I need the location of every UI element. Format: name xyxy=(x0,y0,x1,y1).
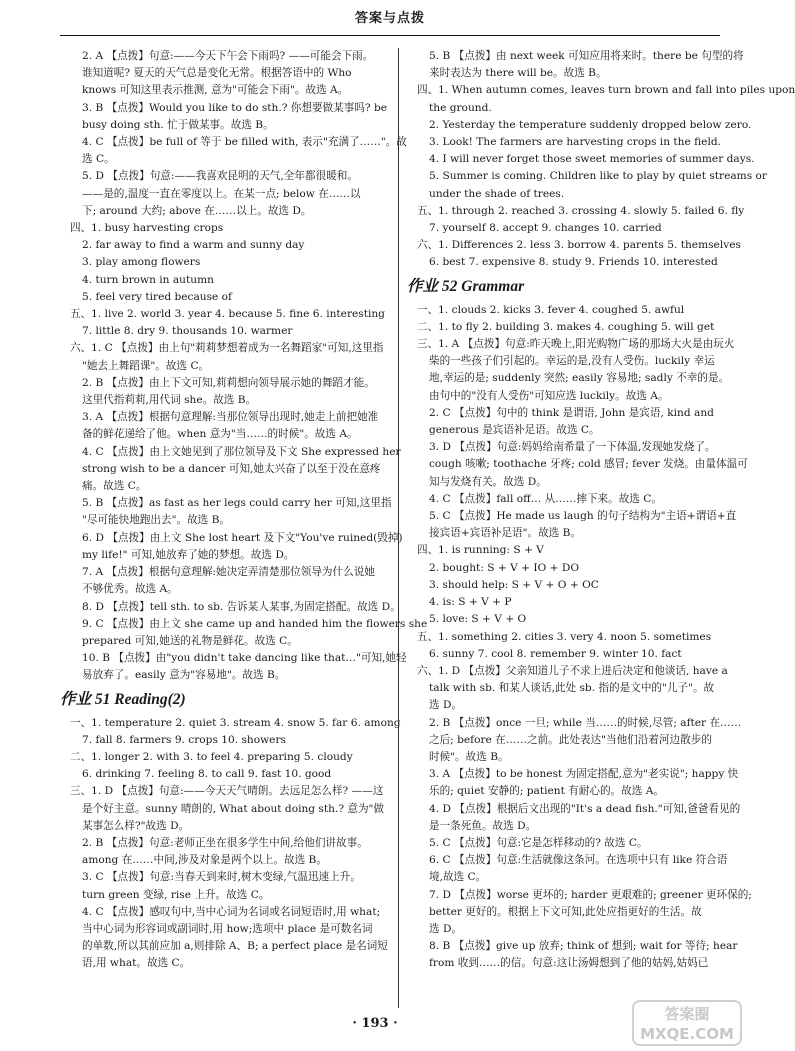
text-line: 五、1. something 2. cities 3. very 4. noon 5. sometimes xyxy=(417,630,712,643)
text-line: 7. A 【点拨】根据句意理解:她决定弄清楚那位领导为什么说她 xyxy=(82,566,375,579)
column-divider xyxy=(398,48,399,1008)
text-line: 2. B 【点拨】由上下文可知,莉莉想向领导展示她的舞蹈才能。 xyxy=(82,376,375,389)
text-line: strong wish to be a dancer 可知,她太兴奋了以至于没在意疼 xyxy=(82,462,381,475)
watermark-url: MXQE.COM xyxy=(640,1025,734,1043)
text-line: 痛。故选 C。 xyxy=(82,480,147,493)
text-line: 2. far away to find a warm and sunny day xyxy=(82,239,305,252)
text-line: 5. C 【点拨】He made us laugh 的句子结构为"主语+谓语+直 xyxy=(429,510,737,523)
text-line: better 更好的。根据上下文可知,此处应指更好的生活。故 xyxy=(429,905,702,918)
text-line: 4. is: S + V + P xyxy=(429,596,512,609)
text-line: 2. B 【点拨】句意:老师正坐在很多学生中间,给他们讲故事。 xyxy=(82,836,368,849)
text-line: 备的鲜花递给了他。when 意为"当……的时候"。故选 A。 xyxy=(82,428,358,441)
text-line: 三、1. D 【点拨】句意:——今天天气晴朗。去远足怎么样? ——这 xyxy=(70,785,384,798)
text-line: 柴的一些孩子们引起的。幸运的是,没有人受伤。luckily 幸运 xyxy=(429,355,715,368)
text-line: 来时表达为 there will be。故选 B。 xyxy=(429,67,607,80)
text-line: 由句中的"没有人受伤"可知应选 luckily。故选 A。 xyxy=(429,389,669,402)
text-line: "尽可能快地跑出去"。故选 B。 xyxy=(82,514,231,527)
text-line: 三、1. A 【点拨】句意:昨天晚上,阳光购物广场的那场大火是由玩火 xyxy=(417,338,735,351)
text-line: busy doing sth. 忙于做某事。故选 B。 xyxy=(82,118,274,131)
page-header xyxy=(60,4,720,36)
text-line: 3. D 【点拨】句意:妈妈给南希量了一下体温,发现她发烧了。 xyxy=(429,441,716,454)
text-line: 某事怎么样?"故选 D。 xyxy=(82,819,190,832)
text-line: 7. little 8. dry 9. thousands 10. warmer xyxy=(82,325,293,338)
text-line: 当中心词为形容词或副词时,用 how;选项中 place 是可数名词 xyxy=(82,922,373,935)
text-line: 语,用 what。故选 C。 xyxy=(82,957,191,970)
text-line: 四、1. is running: S + V xyxy=(417,544,544,557)
text-line: 8. B 【点拨】give up 放弃; think of 想到; wait for 等待; hear xyxy=(429,940,738,953)
text-line: 4. C 【点拨】感叹句中,当中心词为名词或名词短语时,用 what; xyxy=(82,905,381,918)
text-line: prepared 可知,她送的礼物是鲜花。故选 C。 xyxy=(82,634,298,647)
text-line: 时候"。故选 B。 xyxy=(429,750,509,763)
text-line: "她去上舞蹈课"。故选 C。 xyxy=(82,359,210,372)
text-line: 5. B 【点拨】由 next week 可知应用将来时。there be 句型的将 xyxy=(429,50,744,62)
text-line: 5. Summer is coming. Children like to play by quiet streams or xyxy=(429,170,767,183)
text-line: 4. turn brown in autumn xyxy=(82,273,214,286)
text-line: 五、1. live 2. world 3. year 4. because 5. fine 6. interesting xyxy=(70,308,385,321)
text-line: 选 C。 xyxy=(82,153,115,166)
text-line: 六、1. Differences 2. less 3. borrow 4. parents 5. themselves xyxy=(417,239,741,252)
text-line: 六、1. D 【点拨】父亲知道儿子不求上进后决定和他谈话, have a xyxy=(417,664,728,677)
text-line: 6. best 7. expensive 8. study 9. Friends 10. interested xyxy=(429,256,718,269)
text-line: 易放弃了。easily 意为"容易地"。故选 B。 xyxy=(82,669,286,682)
text-line: 3. A 【点拨】根据句意理解:当那位领导出现时,她走上前把她准 xyxy=(82,411,379,424)
text-line: 10. B 【点拨】由"you didn't take dancing like that…"可知,她轻 xyxy=(82,652,407,665)
text-line: 3. play among flowers xyxy=(82,256,201,269)
text-line: 五、1. through 2. reached 3. crossing 4. slowly 5. failed 6. fly xyxy=(417,204,745,217)
section-heading: 作业 51 Reading(2) xyxy=(60,690,186,708)
text-line: 四、1. When autumn comes, leaves turn brown and fall into piles upon xyxy=(417,84,795,97)
text-line: 2. Yesterday the temperature suddenly dropped below zero. xyxy=(429,118,752,131)
text-line: 6. C 【点拨】句意:生活就像这条河。在选项中只有 like 符合语 xyxy=(429,854,728,867)
text-line: from 收到……的信。句意:这让汤姆想到了他的姑妈,姑妈已 xyxy=(429,957,709,970)
text-line: 二、1. longer 2. with 3. to feel 4. preparing 5. cloudy xyxy=(70,750,353,763)
text-line: 6. drinking 7. feeling 8. to call 9. fast 10. good xyxy=(82,768,332,781)
text-line: 境,故选 C。 xyxy=(429,871,487,884)
left-column xyxy=(60,48,428,973)
text-line: 乐的; quiet 安静的; patient 有耐心的。故选 A。 xyxy=(429,785,664,798)
text-line: under the shade of trees. xyxy=(429,187,565,200)
watermark-text: 答案圈 xyxy=(664,1005,710,1023)
text-line: 4. I will never forget those sweet memories of summer days. xyxy=(429,153,755,166)
text-line: 9. C 【点拨】由上文 she came up and handed him the flowers she xyxy=(82,617,428,630)
text-line: 下; around 大约; above 在……以上。故选 D。 xyxy=(82,204,312,217)
text-line: 知与发烧有关。故选 D。 xyxy=(429,475,547,488)
text-line: 4. C 【点拨】fall off… 从……摔下来。故选 C。 xyxy=(429,492,662,505)
text-line: 一、1. clouds 2. kicks 3. fever 4. coughed 5. awful xyxy=(417,303,685,316)
text-line: 这里代指莉莉,用代词 she。故选 B。 xyxy=(82,394,257,407)
text-line: cough 咳嗽; toothache 牙疼; cold 感冒; fever 发烧。由量体温可 xyxy=(429,458,748,471)
text-line: 之后; before 在……之前。此处表达"当他们沿着河边散步的 xyxy=(429,733,712,746)
watermark-logo xyxy=(632,1000,742,1046)
page-number: · 193 · xyxy=(352,1016,398,1031)
section-heading: 作业 52 Grammar xyxy=(407,277,525,295)
text-line: 4. C 【点拨】由上文她见到了那位领导及下文 She expressed her xyxy=(82,445,401,458)
text-line: 7. fall 8. farmers 9. crops 10. showers xyxy=(82,733,286,746)
text-line: 8. D 【点拨】tell sth. to sb. 告诉某人某事,为固定搭配。故选 D。 xyxy=(82,600,401,613)
text-line: 5. D 【点拨】句意:——我喜欢昆明的天气,全年都很暖和。 xyxy=(82,170,358,183)
text-line: 7. D 【点拨】worse 更坏的; harder 更艰难的; greener 更环保的; xyxy=(429,888,752,901)
text-line: 3. A 【点拨】to be honest 为固定搭配,意为"老实说"; happy 快 xyxy=(429,768,739,781)
text-line: turn green 变绿, rise 上升。故选 C。 xyxy=(82,888,270,901)
text-line: 5. feel very tired because of xyxy=(82,290,232,303)
text-line: 3. should help: S + V + O + OC xyxy=(429,578,599,591)
text-line: the ground. xyxy=(429,101,492,114)
text-line: my life!" 可知,她放弃了她的梦想。故选 D。 xyxy=(82,548,295,561)
text-line: 选 D。 xyxy=(429,922,463,935)
text-line: 5. C 【点拨】句意:它是怎样移动的? 故选 C。 xyxy=(429,836,648,849)
text-line: 选 D。 xyxy=(429,699,463,712)
text-line: 7. yourself 8. accept 9. changes 10. carried xyxy=(429,222,662,235)
text-line: 二、1. to fly 2. building 3. makes 4. coughing 5. will get xyxy=(417,320,715,333)
text-line: generous 是宾语补足语。故选 C。 xyxy=(429,424,600,437)
text-line: 四、1. busy harvesting crops xyxy=(70,222,224,235)
text-line: 的单数,所以其前应加 a,则排除 A、B; a perfect place 是名词短 xyxy=(82,940,388,953)
text-line: among 在……中间,涉及对象是两个以上。故选 B。 xyxy=(82,854,327,867)
text-line: 2. bought: S + V + IO + DO xyxy=(429,561,580,574)
text-line: 2. C 【点拨】句中的 think 是谓语, John 是宾语, kind and xyxy=(429,406,714,419)
text-line: 地,幸运的是; suddenly 突然; easily 容易地; sadly 不幸的是。 xyxy=(429,372,730,385)
text-line: 5. B 【点拨】as fast as her legs could carry her 可知,这里指 xyxy=(82,497,392,510)
text-line: knows 可知这里表示推测, 意为"可能会下雨"。故选 A。 xyxy=(82,84,349,97)
text-line: 六、1. C 【点拨】由上句"莉莉梦想着成为一名舞蹈家"可知,这里指 xyxy=(70,342,384,355)
text-line: 2. B 【点拨】once 一旦; while 当……的时候,尽管; after 在…… xyxy=(429,716,742,729)
text-line: 谁知道呢? 夏天的天气总是变化无常。根据答语中的 Who xyxy=(82,67,352,80)
header-title: 答案与点拨 xyxy=(354,11,425,26)
text-line: 一、1. temperature 2. quiet 3. stream 4. snow 5. far 6. among xyxy=(70,716,401,729)
text-line: 是个好主意。sunny 晴朗的, What about doing sth.? 意为"做 xyxy=(82,802,385,815)
text-line: 接宾语+宾语补足语"。故选 B。 xyxy=(429,527,582,540)
text-line: 4. C 【点拨】be full of 等于 be filled with, 表示"充满了……"。故 xyxy=(82,136,407,149)
text-line: 3. C 【点拨】句意:当春天到来时,树木变绿,气温迅速上升。 xyxy=(82,871,361,884)
text-line: 是一条死鱼。故选 D。 xyxy=(429,819,537,832)
right-column xyxy=(407,48,795,973)
text-line: 3. B 【点拨】Would you like to do sth.? 你想要做某事吗? be xyxy=(82,101,388,114)
text-line: 不够优秀。故选 A。 xyxy=(82,583,178,596)
text-line: talk with sb. 和某人谈话,此处 sb. 指的是文中的"儿子"。故 xyxy=(429,682,715,695)
text-line: 2. A 【点拨】句意:——今天下午会下雨吗? ——可能会下雨。 xyxy=(82,50,374,62)
text-line: 4. D 【点拨】根据后文出现的"It's a dead fish."可知,爸爸看见的 xyxy=(429,802,741,815)
text-line: 3. Look! The farmers are harvesting crops in the field. xyxy=(429,136,721,149)
text-line: ——是的,温度一直在零度以上。在某一点; below 在……以 xyxy=(82,187,361,200)
text-line: 6. sunny 7. cool 8. remember 9. winter 10. fact xyxy=(429,647,682,660)
text-line: 6. D 【点拨】由上文 She lost heart 及下文"You've ruined(毁掉) xyxy=(82,531,403,544)
text-line: 5. love: S + V + O xyxy=(429,613,527,626)
